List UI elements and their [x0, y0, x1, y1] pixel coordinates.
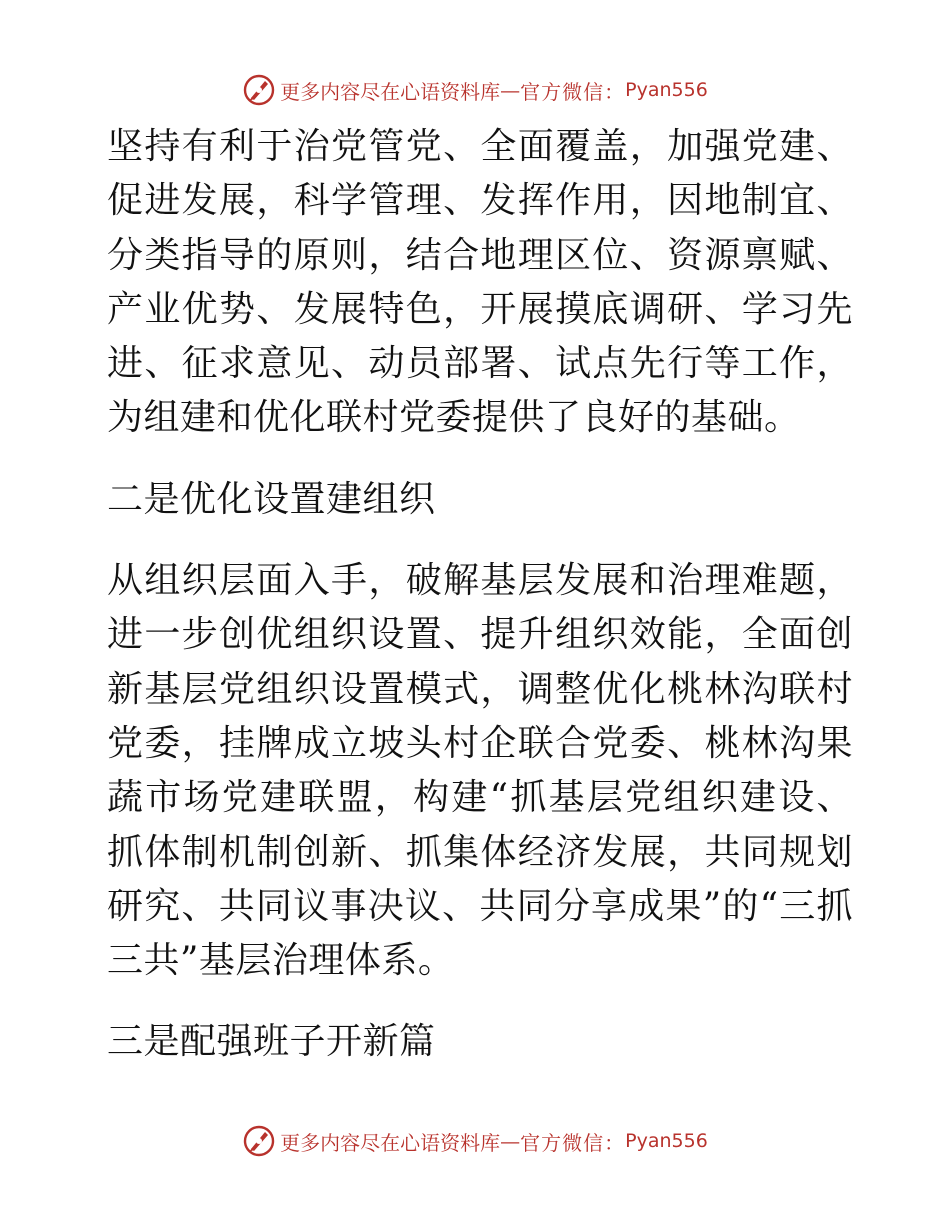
banner-official-label: 官方微信： — [520, 79, 626, 104]
banner-separator: — — [500, 1129, 521, 1153]
banner-wechat-handle: Pyan556 — [625, 79, 708, 101]
quill-pen-circle-icon — [242, 1124, 276, 1158]
quill-pen-circle-icon — [242, 73, 276, 107]
banner-title: 更多内容尽在心语资料库 — [280, 1130, 501, 1155]
banner-official-label: 官方微信： — [520, 1130, 626, 1155]
footer-banner — [0, 1121, 950, 1161]
document-body — [97, 120, 853, 1070]
banner-title: 更多内容尽在心语资料库 — [280, 79, 501, 104]
section-heading: 二是优化设置建组织 — [107, 478, 436, 520]
banner-wechat-handle: Pyan556 — [625, 1130, 708, 1152]
banner-separator: — — [500, 78, 521, 102]
section-heading: 三是配强班子开新篇 — [107, 1021, 436, 1063]
header-banner — [0, 70, 950, 110]
body-paragraph: 从组织层面入手，破解基层发展和治理难题，进一步创优组织设置、提升组织效能，全面创新基层党组织设置模式，调整优化桃林沟联村党委，挂牌成立坡头村企联合党委、桃林沟果蔬市场党建联盟，构建“抓基层党组织建设、抓体制机制创新、抓集体经济发展，共同规划研究、共同议事决议、共同分享成果”的“三抓三共”基层治理体系。 — [107, 560, 853, 982]
body-paragraph: 坚持有利于治党管党、全面覆盖，加强党建、促进发展，科学管理、发挥作用，因地制宜、分类指导的原则，结合地理区位、资源禀赋、产业优势、发展特色，开展摸底调研、学习先进、征求意见、动员部署、试点先行等工作，为组建和优化联村党委提供了良好的基础。 — [107, 126, 853, 439]
